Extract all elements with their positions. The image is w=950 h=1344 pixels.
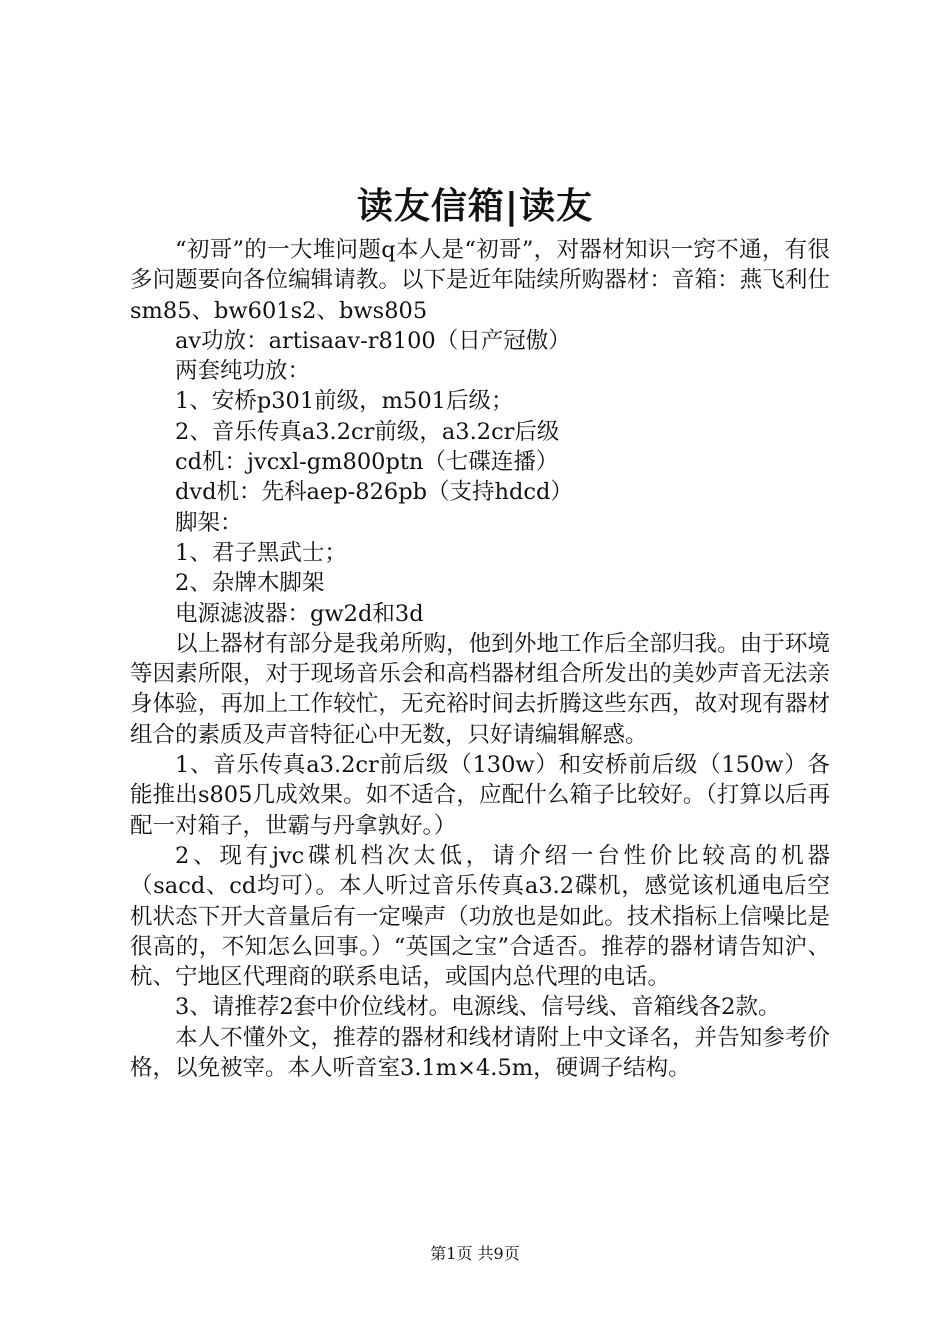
page-title: 读友信箱|读友 (356, 186, 594, 227)
equipment-line: av功放：artisaav-r8100（日产冠傲） (175, 327, 571, 354)
paragraph: 以上器材有部分是我弟所购，他到外地工作后全部归我。由于环境等因素所限，对于现场音乐会和高档器材组合所发出的美妙声音无法亲身体验，再加上工作较忙，无充裕时间去折腾这些东西，故对现有器材组合的素质及声音特征心中无数，只好请编辑解惑。 (130, 630, 830, 748)
paragraph: “初哥”的一大堆问题q本人是“初哥”，对器材知识一窍不通，有很多问题要向各位编辑请教。以下是近年陆续所购器材：音箱：燕飞利仕sm85、bw601s2、bws805 (130, 237, 830, 324)
paragraph: 3、请推荐2套中价位线材。电源线、信号线、音箱线各2款。 (175, 994, 781, 1021)
equipment-line: 电源滤波器：gw2d和3d (175, 600, 424, 627)
equipment-line: 两套纯功放： (175, 358, 311, 385)
equipment-line: dvd机：先科aep-826pb（支持hdcd） (175, 479, 573, 506)
paragraph: 2、现有jvc碟机档次太低，请介绍一台性价比较高的机器（sacd、cd均可）。本人听过音乐传真a3.2碟机，感觉该机通电后空机状态下开大音量后有一定噪声（功放也是如此。技术指标上信噪比是很高的，不知怎么回事。）“英国之宝”合适否。推荐的器材请告知沪、杭、宁地区代理商的联系电话，或国内总代理的电话。 (130, 842, 830, 991)
page-footer: 第1页 共9页 (430, 1244, 520, 1263)
document-body (130, 235, 830, 1083)
equipment-line: 脚架： (175, 509, 243, 536)
equipment-line: 1、安桥p301前级，m501后级； (175, 388, 514, 415)
paragraph: 本人不懂外文，推荐的器材和线材请附上中文译名，并告知参考价格，以免被宰。本人听音室3.1m×4.5m，硬调子结构。 (130, 1024, 830, 1082)
equipment-line: 1、君子黑武士； (175, 539, 347, 566)
equipment-line: cd机：jvcxl-gm800ptn（七碟连播） (175, 449, 559, 476)
equipment-line: 2、杂牌木脚架 (175, 570, 325, 597)
paragraph: 1、音乐传真a3.2cr前后级（130w）和安桥前后级（150w）各能推出s805几成效果。如不适合，应配什么箱子比较好。（打算以后再配一对箱子，世霸与丹拿孰好。） (130, 752, 830, 839)
equipment-line: 2、音乐传真a3.2cr前级，a3.2cr后级 (175, 418, 560, 445)
